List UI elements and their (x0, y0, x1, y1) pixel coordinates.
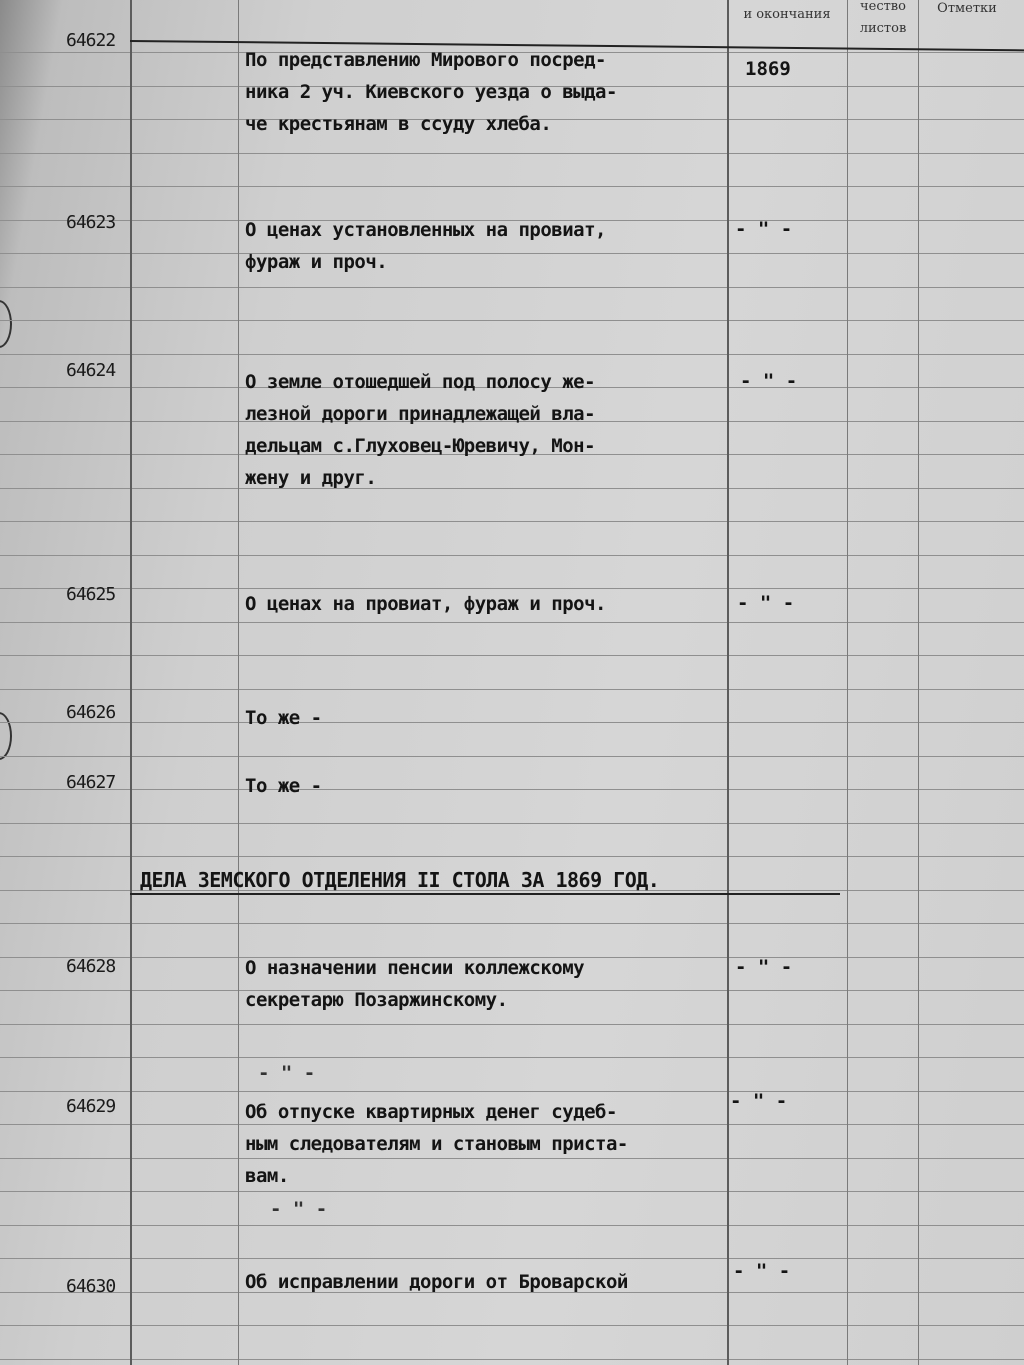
column-header-dates: и окончания (743, 7, 831, 22)
column-divider (727, 0, 729, 1365)
entry-year: - " - (737, 592, 795, 614)
entry-description (245, 214, 606, 278)
entry-number: 64625 (66, 584, 116, 605)
ruled-line (0, 689, 1024, 690)
entry-line: ным следователям и становым приста- (245, 1133, 628, 1155)
entry-line: О ценах на провиат, фураж и проч. (245, 593, 606, 615)
entry-line: дельцам с.Глуховец-Юревичу, Мон- (245, 435, 596, 457)
ruled-line (0, 287, 1024, 288)
entry-year: - " - (733, 1260, 791, 1282)
entry-description (245, 44, 617, 140)
entry-year: - " - (735, 218, 793, 240)
entry-number: 64627 (66, 772, 116, 793)
entry-line: лезной дороги принадлежащей вла- (245, 403, 596, 425)
binder-ring (0, 712, 12, 760)
entry-line: ника 2 уч. Киевского уезда о выда- (245, 81, 617, 103)
entry-line: По представлению Мирового посред- (245, 49, 606, 71)
ruled-line (0, 923, 1024, 924)
section-heading: ДЕЛА ЗЕМСКОГО ОТДЕЛЕНИЯ II СТОЛА ЗА 1869 ГОД. (140, 868, 660, 892)
entry-line: Об исправлении дороги от Броварской (245, 1271, 628, 1293)
entry-line: жену и друг. (245, 467, 377, 489)
entry-year: - " - (730, 1090, 788, 1112)
ruled-line (0, 521, 1024, 522)
entry-description (245, 702, 322, 734)
ruled-line (0, 622, 1024, 623)
ruled-line (0, 1359, 1024, 1360)
entry-line: О назначении пенсии коллежскому (245, 957, 585, 979)
entry-line: То же - (245, 707, 322, 729)
entry-line: че крестьянам в ссуду хлеба. (245, 113, 552, 135)
entry-number: 64623 (66, 212, 116, 233)
column-divider (238, 0, 239, 1365)
ruled-line (0, 1057, 1024, 1058)
ruled-line (0, 1325, 1024, 1326)
ruled-line (0, 1225, 1024, 1226)
column-header-count-line1: чество (860, 0, 906, 14)
entry-number: 64630 (66, 1276, 116, 1297)
entry-description (245, 770, 322, 802)
ruled-line (0, 186, 1024, 187)
ruled-line (0, 354, 1024, 355)
entry-line: вам. (245, 1165, 289, 1187)
ruled-line (0, 1258, 1024, 1259)
ruled-line (0, 756, 1024, 757)
ruled-line (0, 320, 1024, 321)
ruled-line (0, 655, 1024, 656)
column-header-notes: Отметки (937, 1, 997, 16)
entry-description (245, 952, 584, 1016)
entry-line: секретарю Позаржинскому. (245, 989, 508, 1011)
entry-description (245, 1266, 628, 1298)
entry-line: О ценах установленных на провиат, (245, 219, 606, 241)
entry-line: То же - (245, 775, 322, 797)
entry-year: 1869 (745, 58, 791, 80)
entry-line: О земле отошедшей под полосу же- (245, 371, 596, 393)
entry-number: 64628 (66, 956, 116, 977)
ditto-mark: - " - (258, 1062, 316, 1084)
entry-number: 64626 (66, 702, 116, 723)
ruled-line (0, 722, 1024, 723)
entry-description (245, 1096, 628, 1192)
entry-line: фураж и проч. (245, 251, 388, 273)
ruled-line (0, 555, 1024, 556)
entry-number: 64624 (66, 360, 116, 381)
binder-ring (0, 300, 12, 348)
column-divider (130, 0, 132, 1365)
ruled-line (0, 153, 1024, 154)
ruled-line (0, 823, 1024, 824)
entry-year: - " - (740, 370, 798, 392)
column-divider (918, 0, 919, 1365)
ruled-line (0, 1024, 1024, 1025)
entry-year: - " - (735, 956, 793, 978)
entry-number: 64622 (66, 30, 116, 51)
column-header-count-line2: листов (859, 21, 907, 36)
ditto-mark: - " - (270, 1198, 328, 1220)
ruled-line (0, 1091, 1024, 1092)
entry-description (245, 366, 595, 494)
section-rule (130, 893, 840, 895)
column-divider (847, 0, 848, 1365)
entry-number: 64629 (66, 1096, 116, 1117)
entry-line: Об отпуске квартирных денег судеб- (245, 1101, 617, 1123)
entry-description (245, 588, 606, 620)
ruled-line (0, 789, 1024, 790)
ruled-line (0, 856, 1024, 857)
column-header-count (850, 0, 916, 40)
